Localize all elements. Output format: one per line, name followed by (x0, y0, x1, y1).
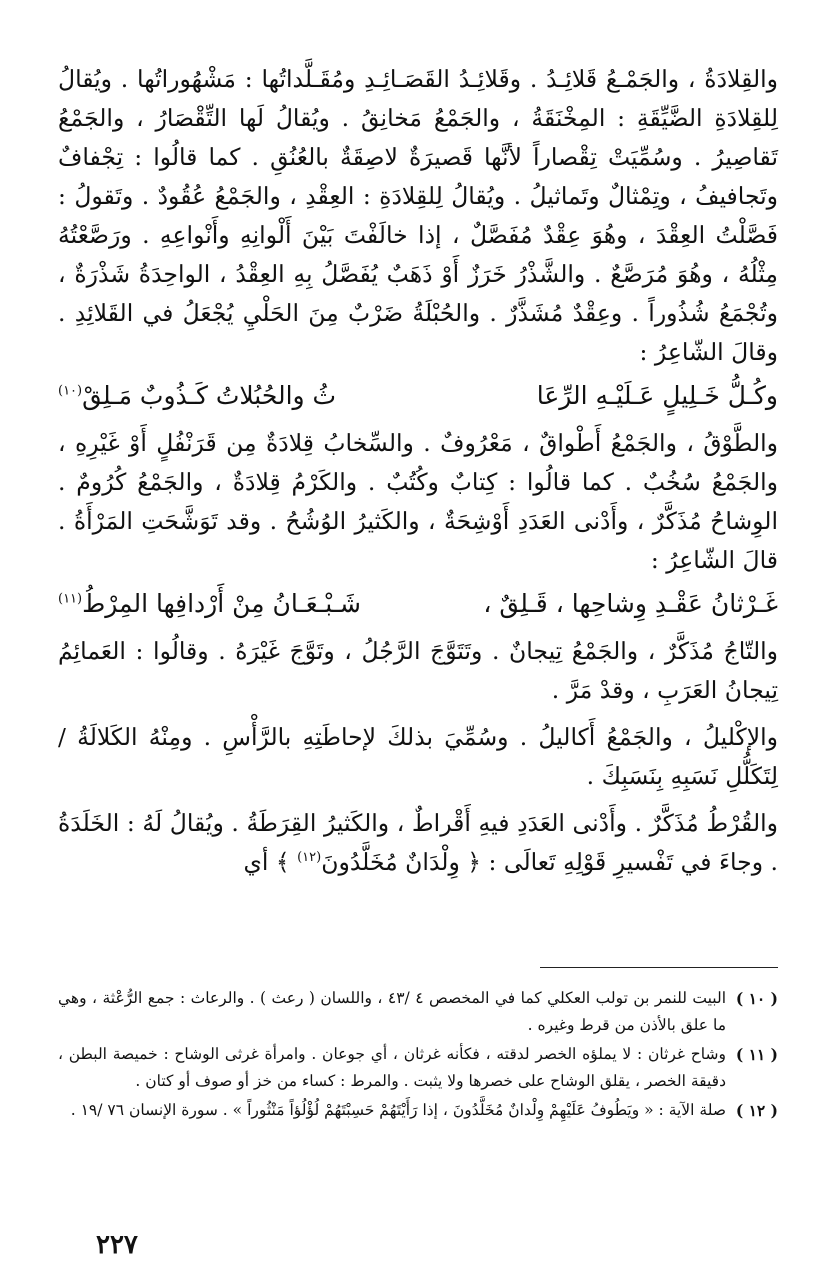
paragraph-earring-text: والقُرْطُ مُذَكَّرٌ . وأَدْنى العَدَدِ فيهِ أَقْراطٌ ، والكَثيرُ القِرَطَةُ . ويُقالُ لَهُ : الخَلَدَةُ . وجاءَ في تَفْسيرِ قَوْلِهِ تَعالَى : ﴿ وِلْدَانٌ مُخَلَّدُونَ (58, 809, 778, 876)
verse-2-second-hemistich (58, 582, 361, 626)
footnote-separator (540, 967, 778, 968)
footnote-number: ( ١٠ ) (735, 989, 778, 1008)
footnote-number: ( ١١ ) (735, 1045, 778, 1064)
paragraph-wreath: والإكْليلُ ، والجَمْعُ أَكاليلُ . وسُمِّيَ بذلكَ لإحاطَتِهِ بالرَّأْسِ . ومِنْهُ الكَلالَةُ / لِتَكَلُّلِ نَسَبِهِ بِنَسَبِكَ . (58, 723, 778, 790)
paragraph-collars: والطَّوْقُ ، والجَمْعُ أَطْواقٌ ، مَعْرُوفٌ . والسِّخابُ قِلادَةٌ مِن قَرَنْفُلٍ أَوْ غَيْرِهِ ، والجَمْعُ سُخُبٌ . كما قالُوا : كِتابٌ وكُتُبٌ . والكَرْمُ قِلادَةٌ ، والجَمْعُ كُرُومٌ . الوِشاحُ مُذَكَّرٌ ، وأَدْنى العَدَدِ أَوْشِحَةٌ ، والكَثيرُ الوُشُحُ . وقد تَوَشَّحَتِ المَرْأَةُ . قالَ الشّاعِرُ : (58, 429, 778, 574)
footnote-text: وشاح غرثان : لا يملؤه الخصر لدقته ، فكأنه غرثان ، أي جوعان . وامرأة غرثى الوشاح : خميصة البطن ، دقيقة الخصر ، يقلق الوشاح على خصرها ولا يثبت . والمرط : كساء من خز أو صوف أو كتان . (58, 1045, 726, 1090)
footnote-ref-11: (١١) (58, 591, 83, 607)
footnote-text: صلة الآية : « ويَطُوفُ عَلَيْهِمْ وِلْدانٌ مُخَلَّدُونَ ، إذا رَأَيْتَهُمْ حَسِبْتَهُمْ لُؤْلُؤاً مَنْثُوراً » . سورة الإنسان ٧٦ /١٩ . (70, 1101, 726, 1119)
paragraph-necklaces: والقِلادَةُ ، والجَمْـعُ قَلائِـدُ . وقَلائِـدُ القَصَـائِـدِ ومُقَـلَّداتُها : مَشْهُوراتُها . ويُقالُ لِلقِلادَةِ الضَّيِّقَةِ : المِخْنَقَةُ ، والجَمْعُ مَخانِقُ . ويُقالُ لَها التِّقْصَارُ ، والجَمْعُ تَقاصِيرُ . وسُمِّيَتْ تِقْصاراً لأنَّها قَصيرَةٌ لاصِقَةٌ بالعُنُقِ . كما قالُوا : تِجْفافٌ وتَجافيفُ ، وتِمْثالٌ وتَماثيلُ . ويُقالُ لِلقِلادَةِ : العِقْدِ ، والجَمْعُ عُقُودٌ . وتَقولُ : فَصَّلْتُ العِقْدَ ، وهُوَ عِقْدٌ مُفَصَّلٌ ، إذا خالَفْتَ بَيْنَ أَلْوانِهِ وأَنْواعِهِ . ورَصَّعْتُهُ مِثْلُهُ ، وهُوَ مُرَصَّعٌ . والشَّذْرُ خَرَزٌ أَوْ ذَهَبٌ يُفَصَّلُ بِهِ العِقْدُ ، الواحِدَةُ شَذْرَةٌ ، وتُجْمَعُ شُذُوراً . وعِقْدٌ مُشَذَّرٌ . والحُبْلَةُ ضَرْبٌ مِنَ الحَلْيِ يُجْعَلُ في القَلائِدِ . وقالَ الشّاعِرُ : (58, 65, 778, 366)
footnote-ref-12: (١٢) (297, 850, 322, 866)
verse-2-first-hemistich: غَـرْثانُ عَقْـدِ وِشاحِها ، قَـلِقٌ ، (483, 589, 778, 618)
footnote-10 (58, 985, 778, 1039)
footnote-text: البيت للنمر بن تولب العكلي كما في المخصص ٤ /٤٣ ، واللسان ( رعث ) . والرعاث : جمع الرُّعْثة ، وهي ما علق بالأذن من قرط وغيره . (58, 989, 727, 1034)
verse-1-second-hemistich (58, 374, 336, 418)
verse-1-first-hemistich: وكُـلُّ خَـلِيلٍ عَـلَيْـهِ الرِّعَا (536, 381, 778, 410)
paragraph-earring (58, 804, 778, 882)
footnote-ref-10: (١٠) (58, 383, 83, 399)
verse-2 (58, 582, 778, 626)
footnotes (58, 985, 778, 1126)
footnote-11 (58, 1041, 778, 1095)
footnote-12 (58, 1097, 778, 1124)
paragraph-earring-tail: ﴾ أي (243, 848, 290, 876)
verse-1 (58, 374, 778, 418)
main-text (58, 60, 778, 882)
verse-2-second-hemistich-text: شَـبْـعَـانُ مِنْ أَرْدافِها المِرْطُ (82, 589, 362, 618)
verse-1-second-hemistich-text: ثُ والحُبُلاتُ كَـذُوبٌ مَـلِقْ (82, 381, 337, 410)
page-number: ٢٢٧ (96, 1230, 138, 1260)
footnote-number: ( ١٢ ) (735, 1101, 778, 1120)
paragraph-crown: والتّاجُ مُذَكَّرٌ ، والجَمْعُ تِيجانٌ . وتَتَوَّجَ الرَّجُلُ ، وتَوَّجَ غَيْرَهُ . وقالُوا : العَمائِمُ تِيجانُ العَرَبِ ، وقدْ مَرَّ . (58, 637, 779, 704)
